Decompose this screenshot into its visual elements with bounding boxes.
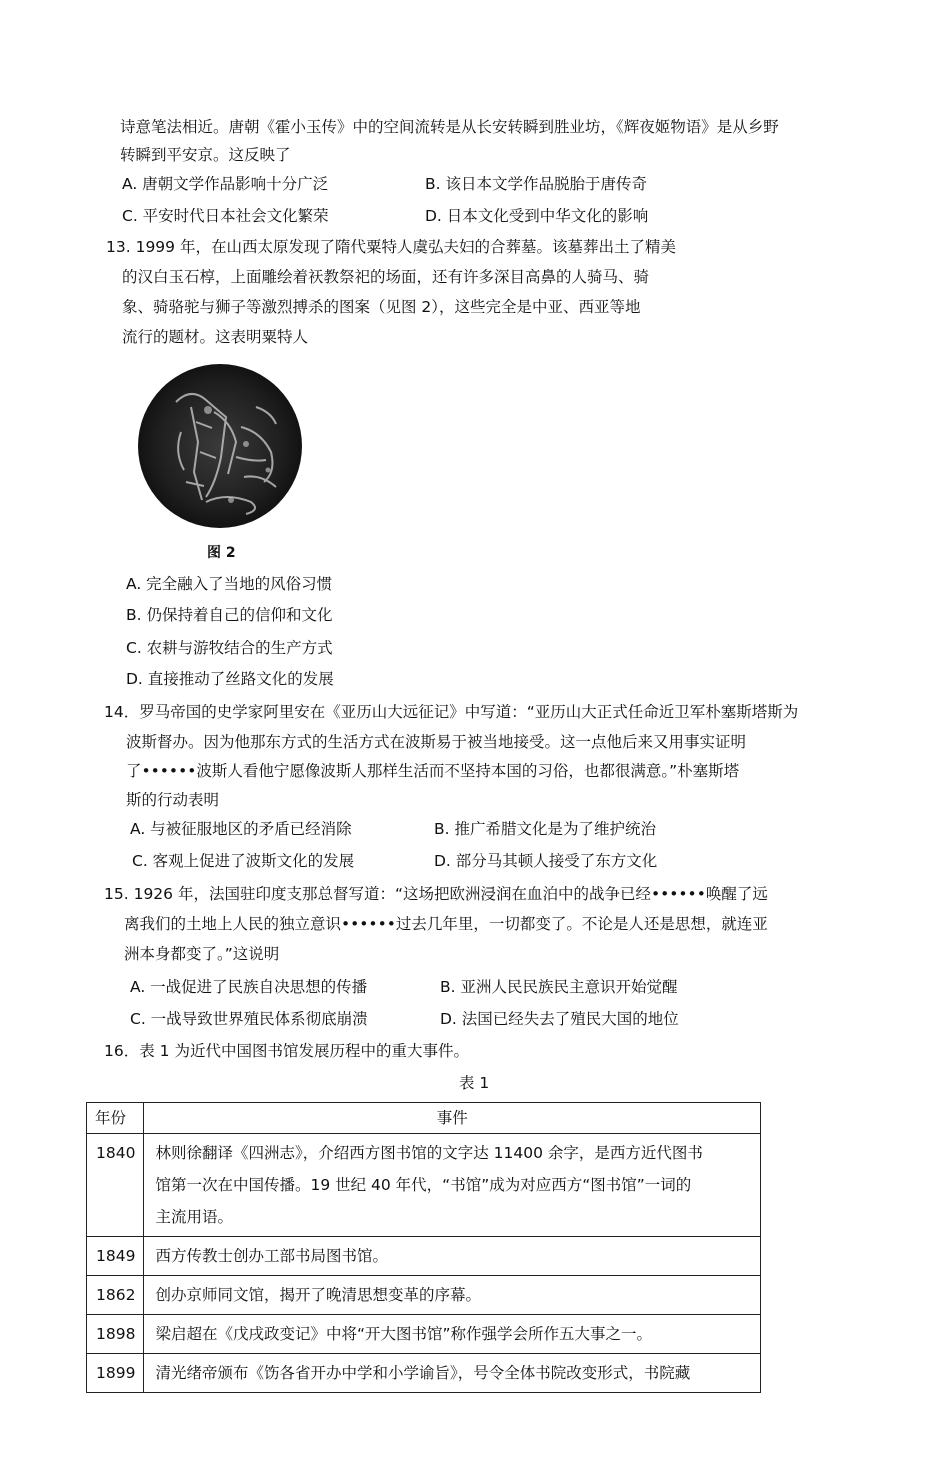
q15-option-a: A. 一战促进了民族自决思想的传播: [130, 978, 368, 996]
header-year: 年份: [87, 1103, 144, 1134]
q15-text-line: 洲本身都变了。”这说明: [124, 945, 280, 963]
q13-text-line: 的汉白玉石椁，上面雕绘着祆教祭祀的场面，还有许多深目高鼻的人骑马、骑: [122, 268, 650, 286]
q13-option-d: D. 直接推动了丝路文化的发展: [126, 670, 334, 688]
row-event-line: 梁启超在《戊戌政变记》中将“开大图书馆”称作强学会所作五大事之一。: [155, 1325, 653, 1343]
q15-text-line: 15. 1926 年，法国驻印度支那总督写道：“这场把欧洲浸润在血泊中的战争已经••••••唤醒了远: [104, 885, 768, 903]
q14-option-c: C. 客观上促进了波斯文化的发展: [132, 852, 355, 870]
row-year: 1898: [87, 1315, 144, 1354]
q13-text-line: 13. 1999 年，在山西太原发现了隋代粟特人虞弘夫妇的合葬墓。该墓葬出土了精美: [106, 238, 676, 256]
q15-option-c: C. 一战导致世界殖民体系彻底崩溃: [130, 1010, 368, 1028]
figure-caption: 图 2: [207, 545, 236, 561]
q12-text-line: 转瞬到平安京。这反映了: [120, 146, 291, 164]
row-year: 1849: [87, 1237, 144, 1276]
row-event-line: 清光绪帝颁布《饬各省开办中学和小学谕旨》，号令全体书院改变形式，书院藏: [155, 1364, 691, 1382]
q12-option-b: B. 该日本文学作品脱胎于唐传奇: [425, 175, 647, 193]
q13-text-line: 象、骑骆驼与狮子等激烈搏杀的图案（见图 2），这些完全是中亚、西亚等地: [122, 298, 641, 316]
table-row: [87, 1237, 761, 1276]
q12-option-c: C. 平安时代日本社会文化繁荣: [122, 207, 329, 225]
row-event: [144, 1354, 761, 1393]
q13-option-c: C. 农耕与游牧结合的生产方式: [126, 639, 333, 657]
row-event-line: 西方传教士创办工部书局图书馆。: [155, 1247, 388, 1265]
q14-text-line: 斯的行动表明: [126, 791, 220, 809]
row-event: [144, 1276, 761, 1315]
q12-option-d: D. 日本文化受到中华文化的影响: [425, 207, 649, 225]
q14-option-d: D. 部分马其顿人接受了东方文化: [434, 852, 658, 870]
table-row: [87, 1276, 761, 1315]
q14-text-line: 了••••••波斯人看他宁愿像波斯人那样生活而不坚持本国的习俗，也都很满意。”朴塞斯塔: [126, 762, 740, 780]
table-row: [87, 1354, 761, 1393]
row-event: [144, 1237, 761, 1276]
table-row: [87, 1134, 761, 1237]
table-caption: 表 1: [459, 1074, 490, 1092]
row-year: 1840: [87, 1134, 144, 1237]
q12-text-line: 诗意笔法相近。唐朝《霍小玉传》中的空间流转是从长安转瞬到胜业坊，《辉夜姬物语》是从乡野: [120, 118, 779, 136]
q16-text-line: 16．表 1 为近代中国图书馆发展历程中的重大事件。: [104, 1042, 469, 1060]
row-event-line: 创办京师同文馆，揭开了晚清思想变革的序幕。: [155, 1286, 481, 1304]
row-event-line: 林则徐翻译《四洲志》，介绍西方图书馆的文字达 11400 余字，是西方近代图书: [155, 1144, 703, 1162]
table-row: [87, 1315, 761, 1354]
q13-option-a: A. 完全融入了当地的风俗习惯: [126, 575, 333, 593]
row-event: [144, 1315, 761, 1354]
row-event: [144, 1134, 761, 1237]
table-header-row: [87, 1103, 761, 1134]
header-event: 事件: [144, 1103, 761, 1134]
row-year: 1899: [87, 1354, 144, 1393]
row-event-line: 主流用语。: [155, 1208, 233, 1226]
row-event-line: 馆第一次在中国传播。19 世纪 40 年代，“书馆”成为对应西方“图书馆”一词的: [155, 1176, 692, 1194]
q14-option-a: A. 与被征服地区的矛盾已经消除: [130, 820, 352, 838]
events-table: [86, 1102, 761, 1393]
q14-text-line: 波斯督办。因为他那东方式的生活方式在波斯易于被当地接受。这一点他后来又用事实证明: [126, 733, 747, 751]
row-year: 1862: [87, 1276, 144, 1315]
q13-option-b: B. 仍保持着自己的信仰和文化: [126, 606, 333, 624]
q15-option-b: B. 亚洲人民民族民主意识开始觉醒: [440, 978, 678, 996]
seal-figure-image: [136, 362, 306, 530]
q12-option-a: A. 唐朝文学作品影响十分广泛: [122, 175, 329, 193]
q14-text-line: 14．罗马帝国的史学家阿里安在《亚历山大远征记》中写道：“亚历山大正式任命近卫军朴塞斯塔斯为: [104, 703, 799, 721]
q13-text-line: 流行的题材。这表明粟特人: [122, 328, 309, 346]
q15-text-line: 离我们的土地上人民的独立意识••••••过去几年里，一切都变了。不论是人还是思想，就连亚: [124, 915, 768, 933]
q14-option-b: B. 推广希腊文化是为了维护统治: [434, 820, 656, 838]
q15-option-d: D. 法国已经失去了殖民大国的地位: [440, 1010, 679, 1028]
